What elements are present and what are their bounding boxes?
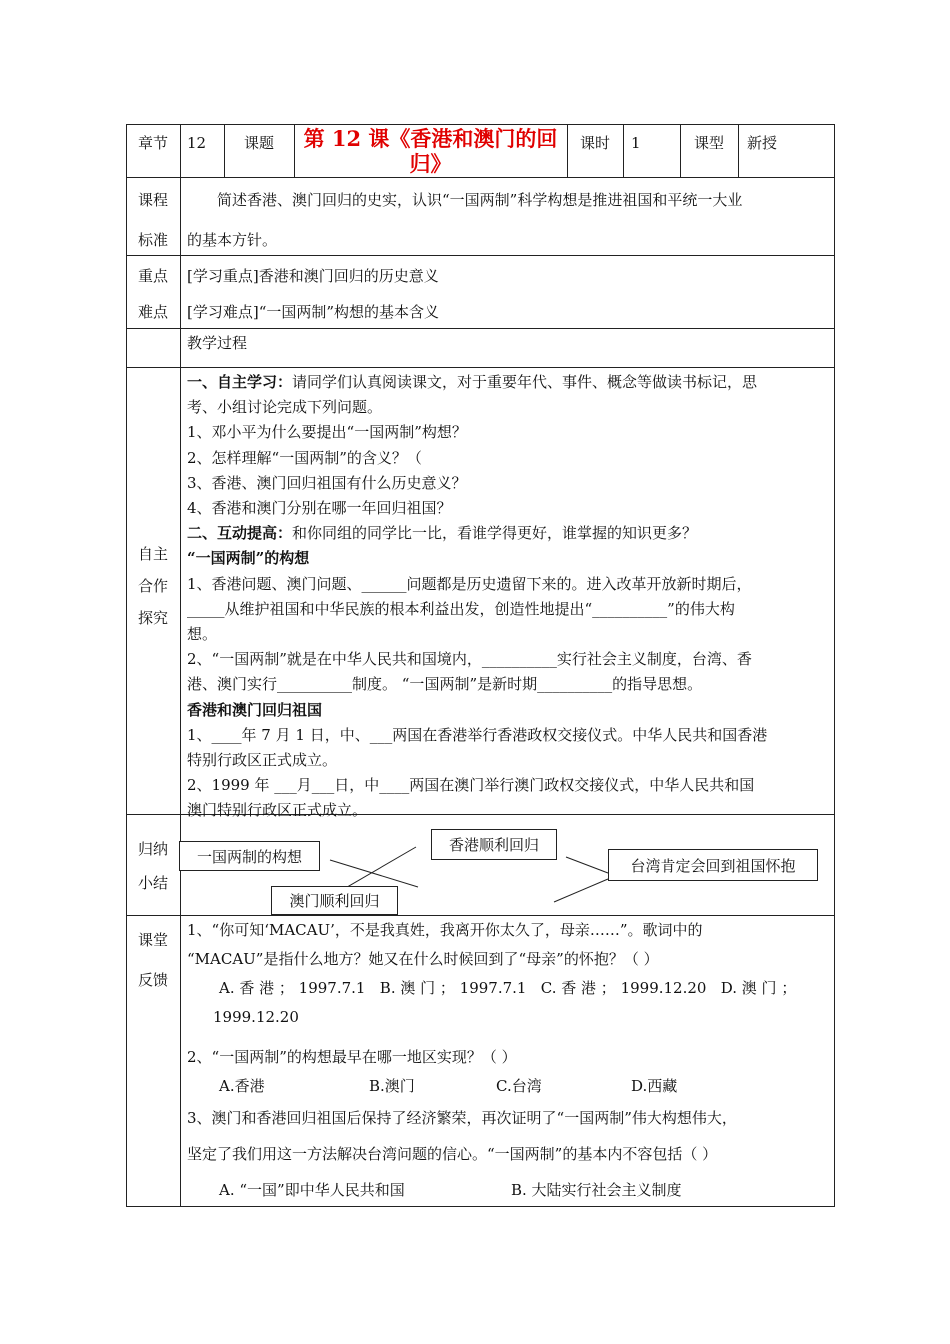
section-self-study-title: 一、自主学习： — [187, 373, 293, 391]
feedback-label: 课堂 反馈 — [137, 931, 168, 989]
connector-line — [330, 860, 418, 887]
question-1: 1、邓小平为什么要提出“一国两制”构想？ — [187, 423, 467, 442]
key-points-label: 重点 难点 — [137, 267, 168, 321]
fill-blank-4: 2、1999 年 ___月___日，中____两国在澳门举行澳门政权交接仪式，中华人民共和国 — [187, 776, 755, 795]
feedback-content: 1、“你可知‘MACAU’，不是我真姓，我离开你太久了，母亲……”。歌词中的 “MACAU”是指什么地方？她又在什么时候回到了“母亲”的怀抱？（ ） A. 香 港 ； 1997.7.1 B. 澳 门 ； 1997.7.1 C. 香 港 ； 1999.12.20 D. 澳 门 ； 1999.12.20 2、“一国两制”的构想最早在哪一地区实现？（ ） A.香港 B.澳门 C.台湾 D.西藏 3、澳门和香港回归祖国后保持了经济繁荣，再次证明了“一国两制”伟大构想伟大， 坚定了我们用这一方法解决台湾问题的信心。“一国两制”的基本内不容包括（ ） A. “一国”即中华人民共和国 B. 大陆实行社会主义制度 — [187, 916, 832, 1208]
topic-label: 课题 — [243, 134, 274, 152]
hongkong-return-box: 香港顺利回归 — [431, 829, 557, 860]
label-column-divider — [180, 124, 181, 1207]
lesson-title-line1: 第 12 课《香港和澳门的回 — [303, 126, 558, 151]
question-2: 2、怎样理解“一国两制”的含义？（ — [187, 448, 422, 467]
chapter-label: 章节 — [137, 134, 168, 152]
taiwan-return-box: 台湾肯定会回到祖国怀抱 — [608, 849, 818, 881]
learning-difficulty: [学习难点]“一国两制”构想的基本含义 — [187, 303, 440, 321]
period-label: 课时 — [579, 134, 610, 152]
inquiry-label: 自主 合作 探究 — [137, 545, 168, 627]
fill-blank-2: 2、“一国两制”就是在中华人民共和国境内，__________实行社会主义制度，台湾、香 — [187, 650, 752, 669]
chapter-value: 12 — [187, 134, 207, 152]
header-divider — [738, 124, 739, 178]
inquiry-content: 一、自主学习：请同学们认真阅读课文，对于重要年代、事件、概念等做读书标记，思 考、小组讨论完成下列问题。 1、邓小平为什么要提出“一国两制”构想？ 2、怎样理解“一国两制”的含义？（ 3、香港、澳门回归祖国有什么历史意义？ 4、香港和澳门分别在哪一年回归祖国？ 二、互动提高：和你同组的同学比一比，看谁学得更好，谁掌握的知识更多？ “一国两制”的构想 1、香港问题、澳门问题、______问题都是历史遗留下来的。进入改革开放新时期后， _____从维护祖国和中华民族的根本利益出发，创造性地提出“__________”的伟大构 想。 2、“一国两制”就是在中华人民共和国境内，__________实行社会主义制度，台湾、香 港、澳门实行__________制度。 “一国两制”是新时期__________的指导思想。 香港和澳门回归祖国 1、____年 7 月 1 日，中、___两国在香港举行香港政权交接仪式。中华人民共和国香港 特别行政区正式成立。 2、1999 年 ___月___日，中____两国在澳门举行澳门政权交接仪式，中华人民共和国 澳门特别行政区正式成立。 — [187, 370, 832, 824]
concept-box: 一国两制的构想 — [179, 841, 320, 871]
feedback-q3-options: A. “一国”即中华人民共和国 B. 大陆实行社会主义制度 — [219, 1181, 682, 1199]
type-label: 课型 — [693, 134, 724, 152]
question-3: 3、香港、澳门回归祖国有什么历史意义？ — [187, 473, 467, 492]
period-value: 1 — [631, 134, 641, 152]
fill-blank-1: 1、香港问题、澳门问题、______问题都是历史遗留下来的。进入改革开放新时期后， — [187, 574, 752, 593]
row-divider — [126, 367, 835, 368]
table-border-right — [834, 124, 835, 1207]
table-border-top — [126, 124, 835, 125]
feedback-question-2: 2、“一国两制”的构想最早在哪一地区实现？（ ） — [187, 1048, 517, 1066]
key-points-text — [187, 258, 832, 330]
lesson-title-line2: 归》 — [409, 151, 452, 176]
question-4: 4、香港和澳门分别在哪一年回归祖国？ — [187, 499, 452, 518]
connector-line — [554, 879, 608, 902]
subsection-return-title: 香港和澳门回归祖国 — [187, 700, 323, 719]
row-divider — [126, 177, 835, 178]
feedback-question-3: 3、澳门和香港回归祖国后保持了经济繁荣，再次证明了“一国两制”伟大构想伟大， — [187, 1109, 737, 1127]
feedback-q2-options: A.香港 B.澳门 C.台湾 D.西藏 — [219, 1077, 678, 1095]
standard-label: 课程 标准 — [137, 191, 168, 249]
standard-text: 简述香港、澳门回归的史实，认识“一国两制”科学构想是推进祖国和平统一大业 的基本方针。 — [187, 191, 743, 249]
learning-focus: [学习重点]香港和澳门回归的历史意义 — [187, 267, 439, 285]
process-label: 教学过程 — [187, 334, 248, 352]
feedback-q1-options: A. 香 港 ； 1997.7.1 B. 澳 门 ； 1997.7.1 C. 香 港 ； 1999.12.20 D. 澳 门 ； — [219, 979, 797, 997]
lesson-title — [294, 126, 567, 176]
type-value: 新授 — [747, 134, 778, 152]
summary-label: 归纳 小结 — [137, 840, 168, 892]
header-divider — [623, 124, 624, 178]
lesson-plan-table — [126, 124, 835, 1207]
macau-return-box: 澳门顺利回归 — [271, 886, 398, 915]
fill-blank-3: 1、____年 7 月 1 日，中、___两国在香港举行香港政权交接仪式。中华人民共和国香港 — [187, 725, 768, 744]
section-interaction-title: 二、互动提高： — [187, 524, 293, 543]
connector-line — [566, 857, 608, 873]
subsection-concept-title: “一国两制”的构想 — [187, 549, 310, 568]
feedback-question-1: 1、“你可知‘MACAU’，不是我真姓，我离开你太久了，母亲……”。歌词中的 — [187, 921, 703, 939]
